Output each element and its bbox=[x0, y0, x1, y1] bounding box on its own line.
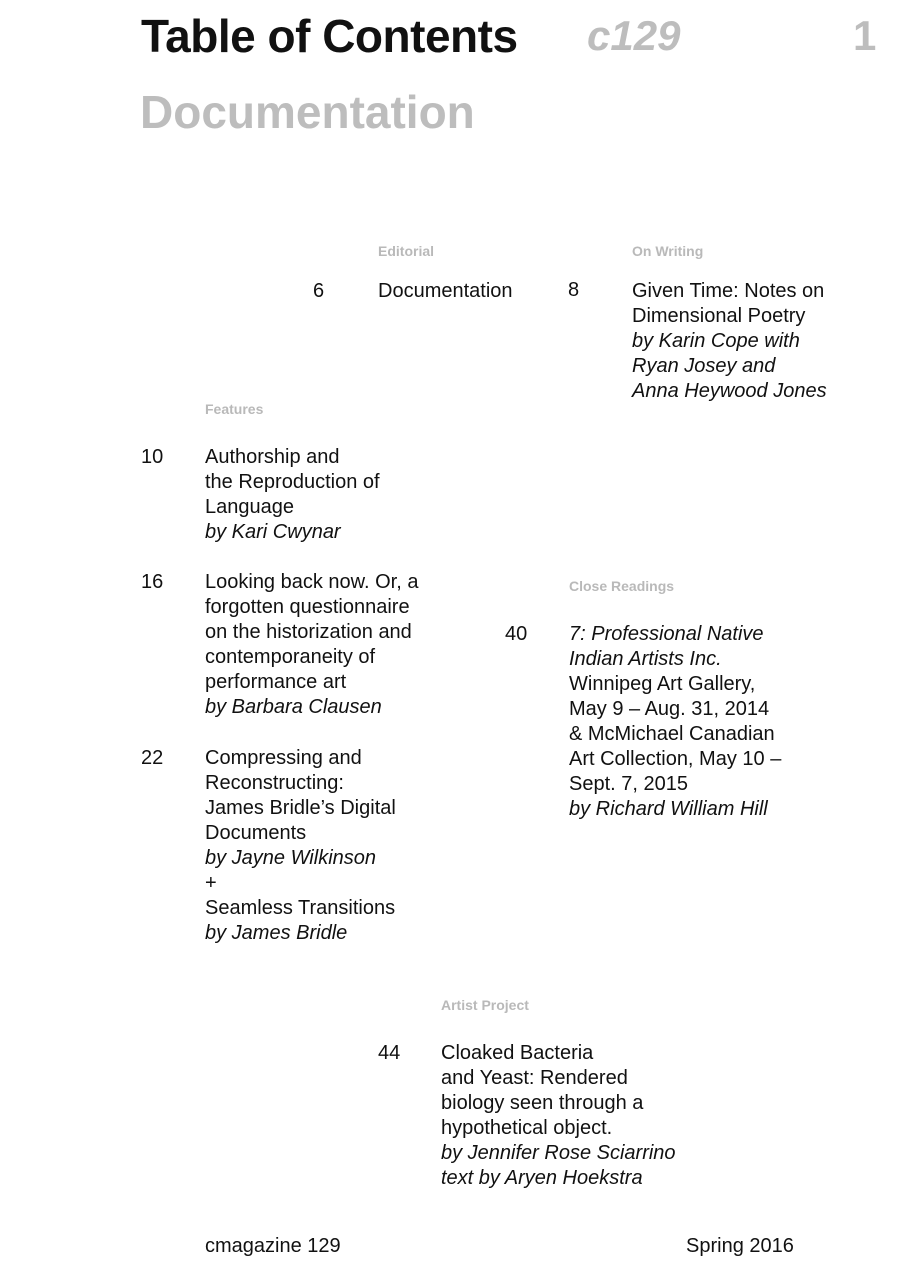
issue-number: c129 bbox=[587, 12, 681, 59]
entry-byline: text by Aryen Hoekstra bbox=[441, 1167, 643, 1189]
toc-entry-editorial[interactable] bbox=[378, 279, 513, 304]
entry-title-line: Cloaked Bacteria bbox=[441, 1042, 594, 1064]
entry-title-line: James Bridle’s Digital bbox=[205, 797, 396, 819]
toc-entry-close-reading[interactable] bbox=[569, 622, 781, 822]
entry-page-number: 10 bbox=[141, 446, 164, 468]
section-label-close-readings: Close Readings bbox=[569, 578, 675, 594]
entry-title-line: the Reproduction of bbox=[205, 471, 380, 493]
footer-season: Spring 2016 bbox=[686, 1235, 794, 1257]
entry-byline: by Jayne Wilkinson bbox=[205, 847, 377, 869]
entry-title-line: hypothetical object. bbox=[441, 1117, 613, 1139]
toc-entry-feature-3[interactable] bbox=[205, 746, 396, 946]
entry-byline: by Richard William Hill bbox=[569, 798, 768, 820]
page-title: Table of Contents bbox=[141, 10, 518, 62]
entry-page-number: 22 bbox=[141, 747, 164, 769]
entry-page-number: 44 bbox=[378, 1042, 401, 1064]
entry-title-line: Art Collection, May 10 – bbox=[569, 748, 782, 770]
entry-title-line: Seamless Transitions bbox=[205, 897, 396, 919]
toc-entry-artist-project[interactable] bbox=[441, 1041, 676, 1191]
entry-title-line: performance art bbox=[205, 671, 347, 693]
entry-title-line: Language bbox=[205, 496, 294, 518]
entry-byline: by Jennifer Rose Sciarrino bbox=[441, 1142, 676, 1164]
entry-title-line: contemporaneity of bbox=[205, 646, 376, 668]
section-label-artist-project: Artist Project bbox=[441, 997, 529, 1013]
entry-title-line: Sept. 7, 2015 bbox=[569, 773, 688, 795]
entry-page-number: 40 bbox=[505, 623, 528, 645]
entry-plus: + bbox=[205, 872, 217, 894]
entry-page-number: 6 bbox=[313, 280, 325, 302]
entry-title-line: Documents bbox=[205, 822, 307, 844]
issue-theme: Documentation bbox=[140, 86, 475, 138]
entry-byline: by Karin Cope with bbox=[632, 330, 800, 352]
entry-byline: by Kari Cwynar bbox=[205, 521, 341, 543]
entry-title-line: and Yeast: Rendered bbox=[441, 1067, 628, 1089]
entry-page-number: 8 bbox=[568, 279, 580, 301]
entry-title-line: forgotten questionnaire bbox=[205, 596, 410, 618]
entry-byline: Ryan Josey and bbox=[632, 355, 776, 377]
entry-title-line: Looking back now. Or, a bbox=[205, 571, 419, 593]
footer-magazine: cmagazine 129 bbox=[205, 1235, 341, 1257]
page-number: 1 bbox=[853, 12, 877, 59]
entry-title-line: Compressing and bbox=[205, 747, 362, 769]
entry-byline: Anna Heywood Jones bbox=[632, 380, 827, 402]
section-label-on-writing: On Writing bbox=[632, 243, 704, 259]
entry-title-line: Reconstructing: bbox=[205, 772, 344, 794]
section-label-features: Features bbox=[205, 401, 264, 417]
entry-title: Documentation bbox=[378, 280, 513, 302]
entry-byline: by James Bridle bbox=[205, 922, 348, 944]
entry-title-line: on the historization and bbox=[205, 621, 412, 643]
section-label-editorial: Editorial bbox=[378, 243, 435, 259]
entry-title-line: Dimensional Poetry bbox=[632, 305, 806, 327]
entry-title-line: 7: Professional Native bbox=[569, 623, 764, 645]
entry-title-line: & McMichael Canadian bbox=[569, 723, 775, 745]
entry-title-line: Authorship and bbox=[205, 446, 340, 468]
toc-entry-feature-1[interactable] bbox=[205, 445, 380, 545]
entry-title-line: biology seen through a bbox=[441, 1092, 644, 1114]
toc-entry-feature-2[interactable] bbox=[205, 570, 418, 720]
entry-page-number: 16 bbox=[141, 571, 164, 593]
entry-title-line: May 9 – Aug. 31, 2014 bbox=[569, 698, 770, 720]
entry-title-line: Winnipeg Art Gallery, bbox=[569, 673, 756, 695]
entry-title-line: Indian Artists Inc. bbox=[569, 648, 722, 670]
entry-title-line: Given Time: Notes on bbox=[632, 280, 825, 302]
toc-entry-on-writing[interactable] bbox=[632, 279, 827, 404]
entry-byline: by Barbara Clausen bbox=[205, 696, 382, 718]
